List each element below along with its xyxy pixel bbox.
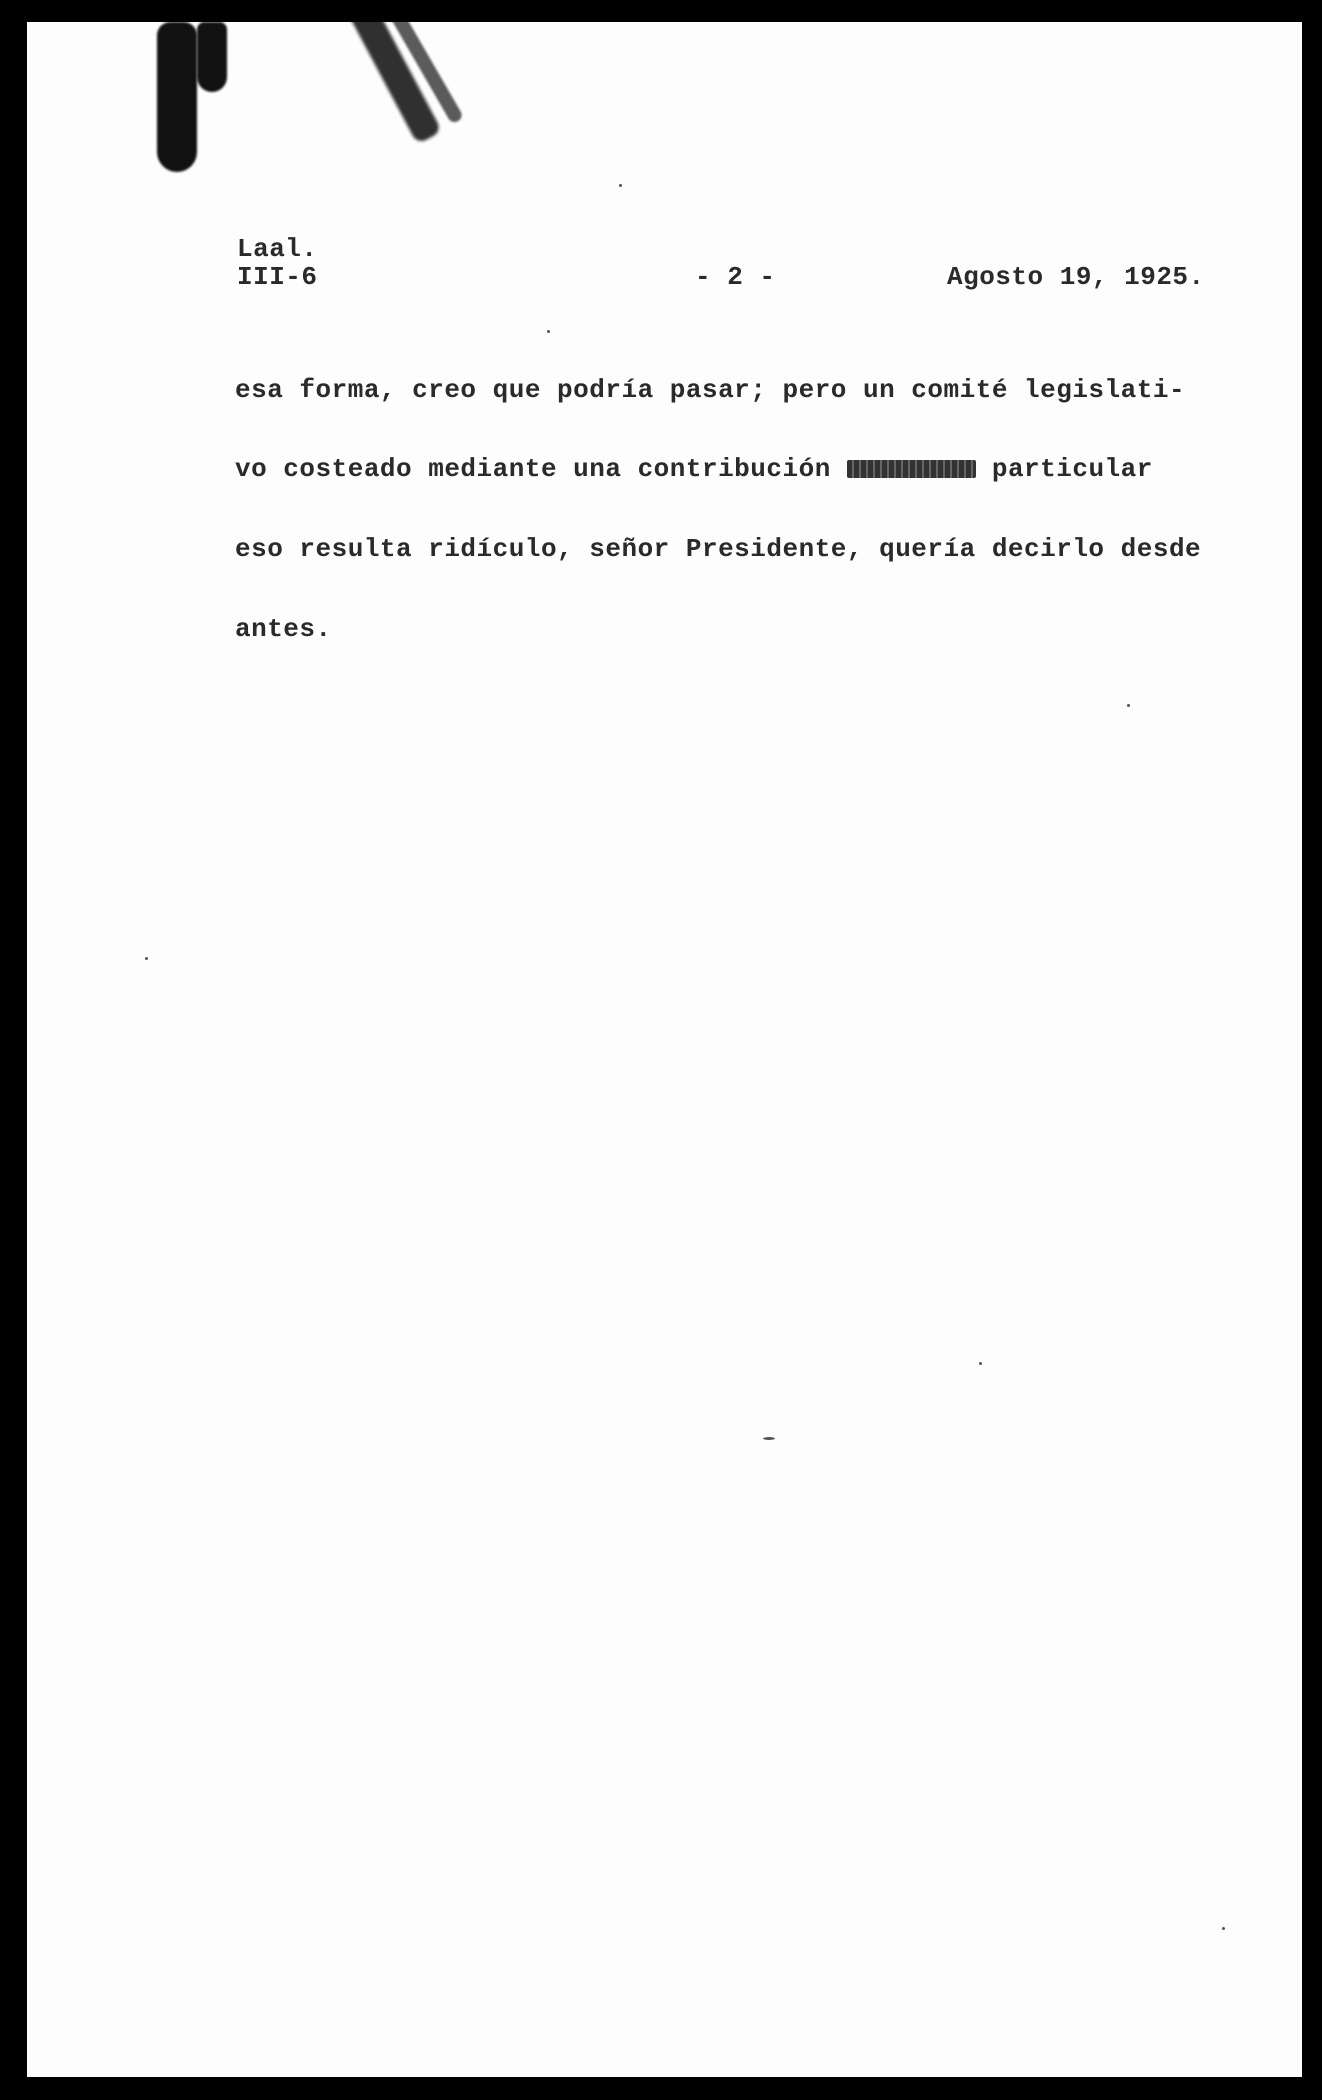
body-line-2-start: vo costeado mediante una contribución	[235, 454, 847, 484]
document-date: Agosto 19, 1925.	[947, 262, 1205, 292]
struck-out-word	[847, 460, 976, 478]
body-line-2-end: particular	[975, 454, 1153, 484]
speck	[547, 330, 550, 333]
page-number: - 2 -	[695, 262, 776, 292]
ink-blot	[197, 22, 227, 92]
reference-code: Laal.	[237, 234, 318, 264]
body-line-4: antes.	[235, 614, 332, 644]
speck	[145, 957, 148, 960]
reference-number: III-6	[237, 262, 318, 292]
body-line-2	[235, 454, 1153, 484]
speck	[763, 1437, 775, 1440]
speck	[619, 184, 622, 187]
speck	[1127, 704, 1130, 707]
ink-blot	[157, 22, 197, 172]
document-page	[27, 22, 1302, 2077]
speck	[1222, 1927, 1225, 1930]
body-line-1: esa forma, creo que podría pasar; pero un comité legislati-	[235, 375, 1186, 405]
body-line-3: eso resulta ridículo, señor Presidente, quería decirlo desde	[235, 534, 1202, 564]
speck	[979, 1362, 982, 1365]
